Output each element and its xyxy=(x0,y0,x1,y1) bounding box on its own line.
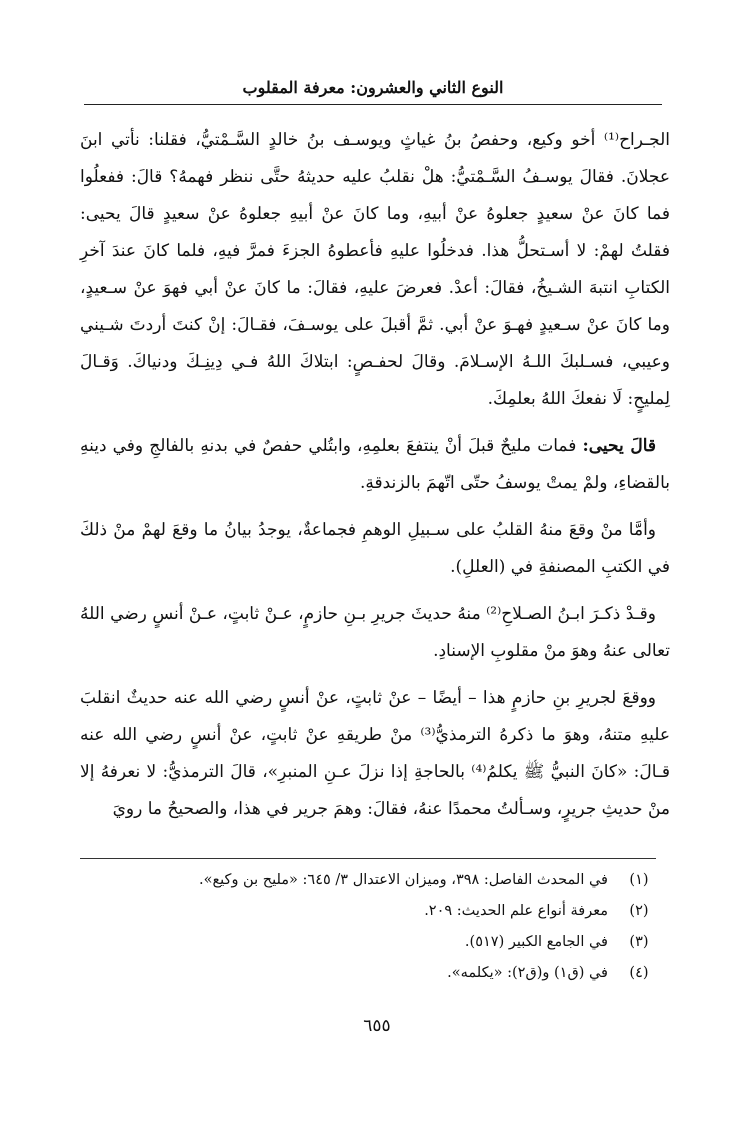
footnote-text: في المحدث الفاصل: ٣٩٨، وميزان الاعتدال ٣/ ٦٤٥: «مليح بن وكيع». xyxy=(198,872,608,888)
paragraph-3 xyxy=(80,512,670,586)
footnote-number: (٤) xyxy=(629,965,649,981)
page-number: ٦٥٥ xyxy=(363,1016,391,1036)
footnote-3 xyxy=(80,927,656,958)
footnote-4 xyxy=(80,958,656,989)
footnote-2 xyxy=(80,896,656,927)
footnote-text: في (ق١) و(ق٢): «يكلمه». xyxy=(447,965,608,981)
paragraph-text: فمات مليحٌ قبلَ أنْ ينتفعَ بعلمِهِ، وابتُلي حفصٌ في بدنهِ بالفالجِ وفي دينهِ بالقضاءِ، ولمْ يمتْ يوسفُ حتّى اتّهمَ بالزندقةِ. xyxy=(80,436,670,493)
footnote-1 xyxy=(80,865,656,896)
paragraph-lead: قالَ يحيى: xyxy=(582,436,657,456)
paragraph-text: وقـدْ ذكـرَ ابـنُ الصـلاحِ⁽²⁾ منهُ حديثَ جريرِ بـنِ حازمٍ، عـنْ ثابتٍ، عـنْ أنسٍ رضي اللهُ تعالى عنهُ وهوَ منْ مقلوبِ الإسنادِ. xyxy=(80,604,670,661)
paragraph-text: وأمَّا منْ وقعَ منهُ القلبُ على سـبيلِ الوهمِ فجماعةٌ، يوجدُ بيانُ ما وقعَ لهمْ منْ ذلكَ في الكتبِ المصنفةِ في (العللِ). xyxy=(80,520,670,577)
paragraph-5 xyxy=(80,680,670,828)
footnote-number: (٢) xyxy=(629,903,649,919)
paragraph-text: الجـراح⁽¹⁾ أخو وكيع، وحفصُ بنُ غياثٍ ويوسـف بنُ خالدٍ السَّـمْتيُّ، فقلنا: نأتي ابنَ عجلانَ. فقالَ يوسـفُ السَّـمْتيُّ: هلْ نقلبُ عليه حديثهُ حتَّى ننظر فهمهُ؟ قالَ: ففعلُوا فما كانَ عنْ سعيدٍ جعلوهُ عنْ أبيهِ، وما كانَ عنْ أبيهِ جعلوهُ عنْ سعيدٍ قالَ يحيى: فقلتُ لهمْ: لا أسـتحلُّ هذا. فدخلُوا عليهِ فأعطوهُ الجزءَ فمرَّ فيهِ، فلما كانَ عندَ آخرِ الكتابِ انتبهَ الشـيخُ، فقالَ: أعدْ. فعرضَ عليهِ، فقالَ: ما كانَ عنْ أبي فهوَ عنْ سـعيدٍ، وما كانَ عنْ سـعيدٍ فهـوَ عنْ أبي. ثمَّ أقبلَ على يوسـفَ، فقـالَ: إنْ كنتَ أردتَ شـيني وعيبي، فسـلبكَ اللـهُ الإسـلامَ. وقالَ لحفـصٍ: ابتلاكَ اللهُ فـي دِينِـكَ ودنياكَ. وَقـالَ لِمليحٍ: لَا نفعكَ اللهُ بعلمِكَ. xyxy=(80,130,670,409)
footnote-text: معرفة أنواع علم الحديث: ٢٠٩. xyxy=(424,903,608,919)
footnote-text: في الجامع الكبير (٥١٧). xyxy=(464,934,608,950)
paragraph-4 xyxy=(80,596,670,670)
paragraph-1 xyxy=(80,122,670,418)
footnote-number: (١) xyxy=(629,872,649,888)
running-header: النوع الثاني والعشرون: معرفة المقلوب xyxy=(84,78,662,105)
footnotes xyxy=(80,858,656,989)
paragraph-2 xyxy=(80,428,670,502)
paragraph-text: ووقعَ لجريرِ بنِ حازمٍ هذا – أيضًا – عنْ ثابتٍ، عنْ أنسٍ رضي الله عنه حديثٌ انقلبَ عليهِ متنهُ، وهوَ ما ذكرهُ الترمذيُّ⁽³⁾ منْ طريقهِ عنْ ثابتٍ، عنْ أنسٍ رضي الله عنه قـالَ: «كانَ النبيُّ ﷺ يكلمُ⁽⁴⁾ بالحاجةِ إذا نزلَ عـنِ المنبرِ»، قالَ الترمذيُّ: لا نعرفهُ إلا منْ حديثِ جريرٍ، وسـألتُ محمدًا عنهُ، فقالَ: وهمَ جرير في هذا، والصحيحُ ما رويَ xyxy=(80,688,671,819)
footnote-number: (٣) xyxy=(629,934,649,950)
main-text xyxy=(80,122,670,838)
